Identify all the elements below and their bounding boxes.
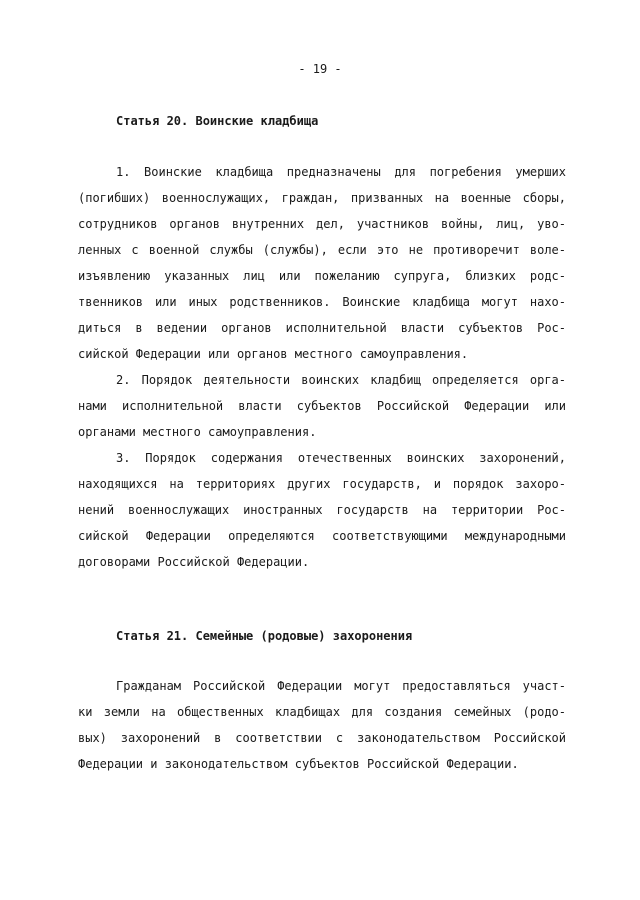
- article-21-heading: Статья 21. Семейные (родовые) захоронения: [116, 629, 413, 643]
- text-line: нений военнослужащих иностранных государств на территории Рос-: [78, 503, 566, 517]
- article-20-heading: Статья 20. Воинские кладбища: [116, 114, 319, 128]
- text-line: ленных с военной службы (службы), если это не противоречит воле-: [78, 243, 566, 257]
- text-line: изъявлению указанных лиц или пожеланию супруга, близких родс-: [78, 269, 566, 283]
- text-line: нами исполнительной власти субъектов Российской Федерации или: [78, 399, 566, 413]
- text-line: сийской Федерации или органов местного самоуправления.: [78, 347, 469, 361]
- text-line: 1. Воинские кладбища предназначены для погребения умерших: [116, 165, 566, 179]
- text-line: 3. Порядок содержания отечественных воинских захоронений,: [116, 451, 566, 465]
- text-line: 2. Порядок деятельности воинских кладбищ определяется орга-: [116, 373, 566, 387]
- text-line: ки земли на общественных кладбищах для создания семейных (родо-: [78, 705, 566, 719]
- text-line: сийской Федерации определяются соответствующими международными: [78, 529, 566, 543]
- text-line: вых) захоронений в соответствии с законодательством Российской: [78, 731, 566, 745]
- text-line: Гражданам Российской Федерации могут предоставляться участ-: [116, 679, 566, 693]
- text-line: органами местного самоуправления.: [78, 425, 317, 439]
- page-number: - 19 -: [298, 62, 342, 76]
- text-line: Федерации и законодательством субъектов Российской Федерации.: [78, 757, 519, 771]
- text-line: диться в ведении органов исполнительной власти субъектов Рос-: [78, 321, 566, 335]
- text-line: (погибших) военнослужащих, граждан, призванных на военные сборы,: [78, 191, 566, 205]
- text-line: сотрудников органов внутренних дел, участников войны, лиц, уво-: [78, 217, 566, 231]
- text-line: находящихся на территориях других государств, и порядок захоро-: [78, 477, 566, 491]
- text-line: договорами Российской Федерации.: [78, 555, 310, 569]
- text-line: твенников или иных родственников. Воинские кладбища могут нахо-: [78, 295, 566, 309]
